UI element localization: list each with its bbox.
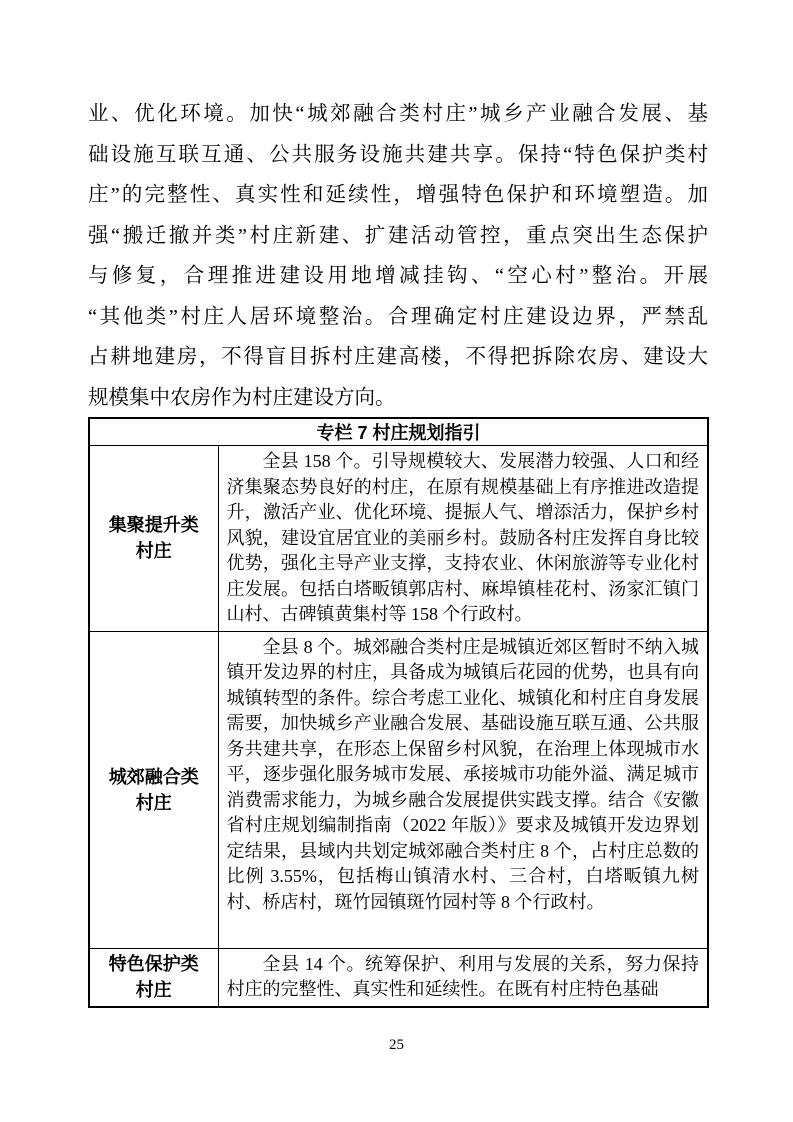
cluster-upgrade-village-content	[218, 446, 708, 632]
row-content-text: 全县 14 个。统筹保护、利用与发展的关系，努力保持村庄的完整性、真实性和延续性。在既有村庄特色基础	[226, 953, 700, 999]
cluster-upgrade-village-label	[89, 446, 218, 632]
village-planning-guide-table	[88, 417, 709, 1008]
table-row	[89, 948, 708, 1007]
row-label-line: 村庄	[135, 792, 172, 813]
paragraph-line: 庄”的完整性、真实性和延续性，增强特色保护和环境塑造。加	[88, 184, 708, 206]
table-row	[89, 446, 708, 632]
row-label-line: 集聚提升类	[108, 515, 199, 536]
paragraph-line: “其他类”村庄人居环境整治。合理确定村庄建设边界，严禁乱	[88, 305, 708, 328]
table-title: 专栏 7 村庄规划指引	[89, 418, 708, 446]
feature-protection-village-label	[89, 948, 218, 1007]
paragraph-line: 业、优化环境。加快“城郊融合类村庄”城乡产业融合发展、基	[88, 103, 708, 125]
feature-protection-village-content	[218, 948, 708, 1007]
row-label-line: 城郊融合类	[108, 766, 199, 787]
row-label-line: 村庄	[135, 541, 172, 562]
row-label-line: 村庄	[135, 980, 172, 1000]
paragraph-line: 强“搬迁撤并类”村庄新建、扩建活动管控，重点突出生态保护	[88, 224, 708, 247]
body-paragraph	[88, 94, 708, 418]
row-content-text: 全县 158 个。引导规模较大、发展潜力较强、人口和经济集聚态势良好的村庄，在原有规模基础上有序推进改造提升，激活产业、优化环境、提振人气、增添活力，保护乡村风貌，建设宜居宜业的美丽乡村。鼓励各村庄发挥自身比较优势，强化主导产业支撑，支持农业、休闲旅游等专业化村庄发展。包括白塔畈镇郭店村、麻埠镇桂花村、汤家汇镇门山村、古碑镇黄集村等 158 个行政村。	[226, 451, 700, 624]
page-number: 25	[389, 1037, 404, 1053]
paragraph-line: 与修复，合理推进建设用地增减挂钩、“空心村”整治。开展	[88, 265, 708, 287]
suburb-integration-village-content	[218, 631, 708, 948]
row-content-text: 全县 8 个。城郊融合类村庄是城镇近郊区暂时不纳入城镇开发边界的村庄，具备成为城镇后花园的优势，也具有向城镇转型的条件。综合考虑工业化、城镇化和村庄自身发展需要，加快城乡产业融合发展、基础设施互联互通、公共服务共建共享，在形态上保留乡村风貌，在治理上体现城市水平，逐步强化服务城市发展、承接城市功能外溢、满足城市消费需求能力，为城乡融合发展提供实践支撑。结合《安徽省村庄规划编制指南（2022 年版）》要求及城镇开发边界划定结果，县域内共划定城郊融合类村庄 8 个，占村庄总数的比例 3.55%，包括梅山镇清水村、三合村，白塔畈镇九树村、桥店村，斑竹园镇斑竹园村等 8 个行政村。	[226, 636, 700, 912]
paragraph-line: 规模集中农房作为村庄建设方向。	[88, 386, 396, 409]
table-row	[89, 631, 708, 948]
paragraph-line: 础设施互联互通、公共服务设施共建共享。保持“特色保护类村	[88, 143, 708, 166]
paragraph-line: 占耕地建房，不得盲目拆村庄建高楼，不得把拆除农房、建设大	[88, 346, 708, 368]
suburb-integration-village-label	[89, 631, 218, 948]
row-label-line: 特色保护类	[108, 954, 199, 974]
